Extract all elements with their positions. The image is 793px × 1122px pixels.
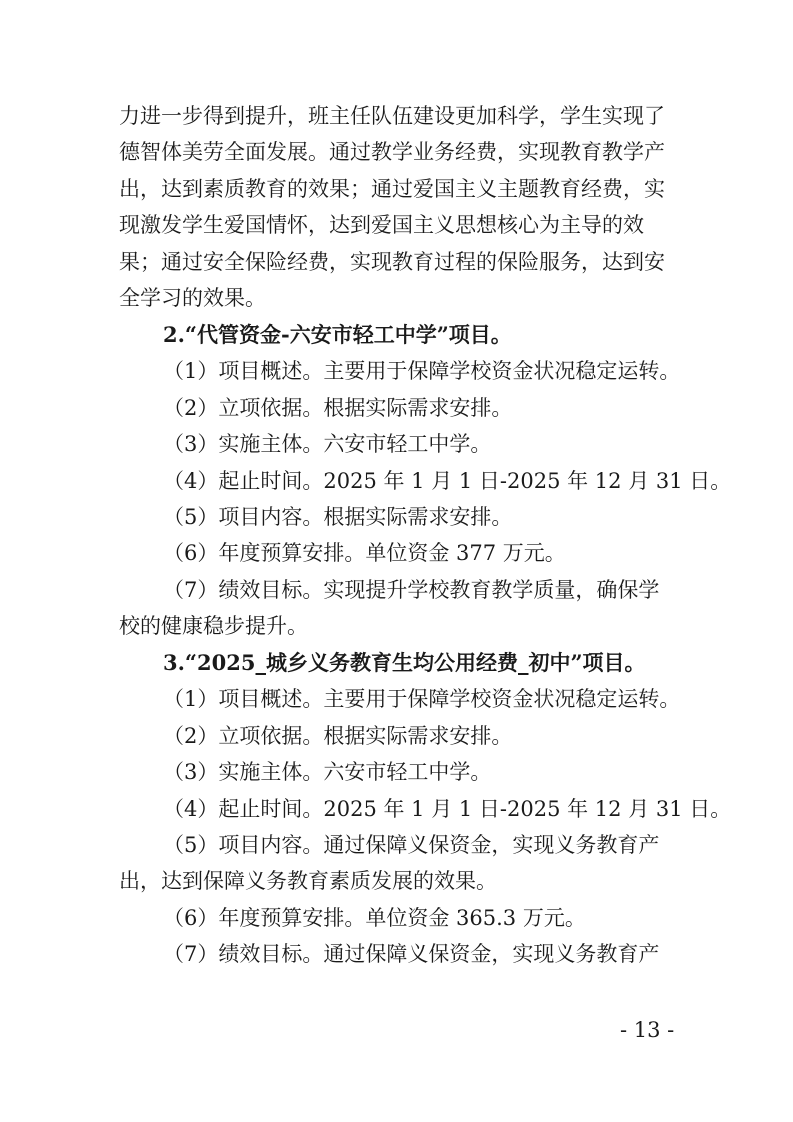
text-line: 全学习的效果。 <box>119 286 266 311</box>
text-line: （5）项目内容。通过保障义保资金，实现义务教育产 <box>163 833 660 857</box>
text-line: 果；通过安全保险经费，实现教育过程的保险服务，达到安 <box>119 249 665 274</box>
section-heading: 3.“2025_城乡义务教育生均公用经费_初中”项目。 <box>163 649 646 675</box>
text-line: 出，达到素质教育的效果；通过爱国主义主题教育经费，实 <box>119 176 665 201</box>
text-line: （2）立项依据。根据实际需求安排。 <box>163 395 513 420</box>
text-line: 现激发学生爱国情怀，达到爱国主义思想核心为主导的效 <box>119 213 644 238</box>
text-line: （5）项目内容。根据实际需求安排。 <box>163 504 513 529</box>
text-line: （6）年度预算安排。单位资金 377 万元。 <box>163 541 566 566</box>
text-line: （3）实施主体。六安市轻工中学。 <box>163 760 492 785</box>
text-line: 德智体美劳全面发展。通过教学业务经费，实现教育教学产 <box>119 140 665 165</box>
text-line: （7）绩效目标。实现提升学校教育教学质量，确保学 <box>163 577 660 602</box>
text-line: 出，达到保障义务教育素质发展的效果。 <box>119 869 497 894</box>
text-line: （1）项目概述。主要用于保障学校资金状况稳定运转。 <box>163 687 681 712</box>
text-line: （4）起止时间。2025 年 1 月 1 日-2025 年 12 月 31 日。 <box>163 796 732 821</box>
text-line: 校的健康稳步提升。 <box>119 614 308 639</box>
section-heading: 2.“代管资金-六安市轻工中学”项目。 <box>163 321 512 347</box>
text-line: （3）实施主体。六安市轻工中学。 <box>163 432 492 457</box>
text-line: （7）绩效目标。通过保障义保资金，实现义务教育产 <box>163 942 660 967</box>
text-line: （4）起止时间。2025 年 1 月 1 日-2025 年 12 月 31 日。 <box>163 468 732 493</box>
page-number: - 13 - <box>620 1018 675 1042</box>
text-line: （2）立项依据。根据实际需求安排。 <box>163 723 513 748</box>
text-line: 力进一步得到提升，班主任队伍建设更加科学，学生实现了 <box>119 104 665 128</box>
text-line: （1）项目概述。主要用于保障学校资金状况稳定运转。 <box>163 359 681 384</box>
text-line: （6）年度预算安排。单位资金 365.3 万元。 <box>163 905 586 930</box>
